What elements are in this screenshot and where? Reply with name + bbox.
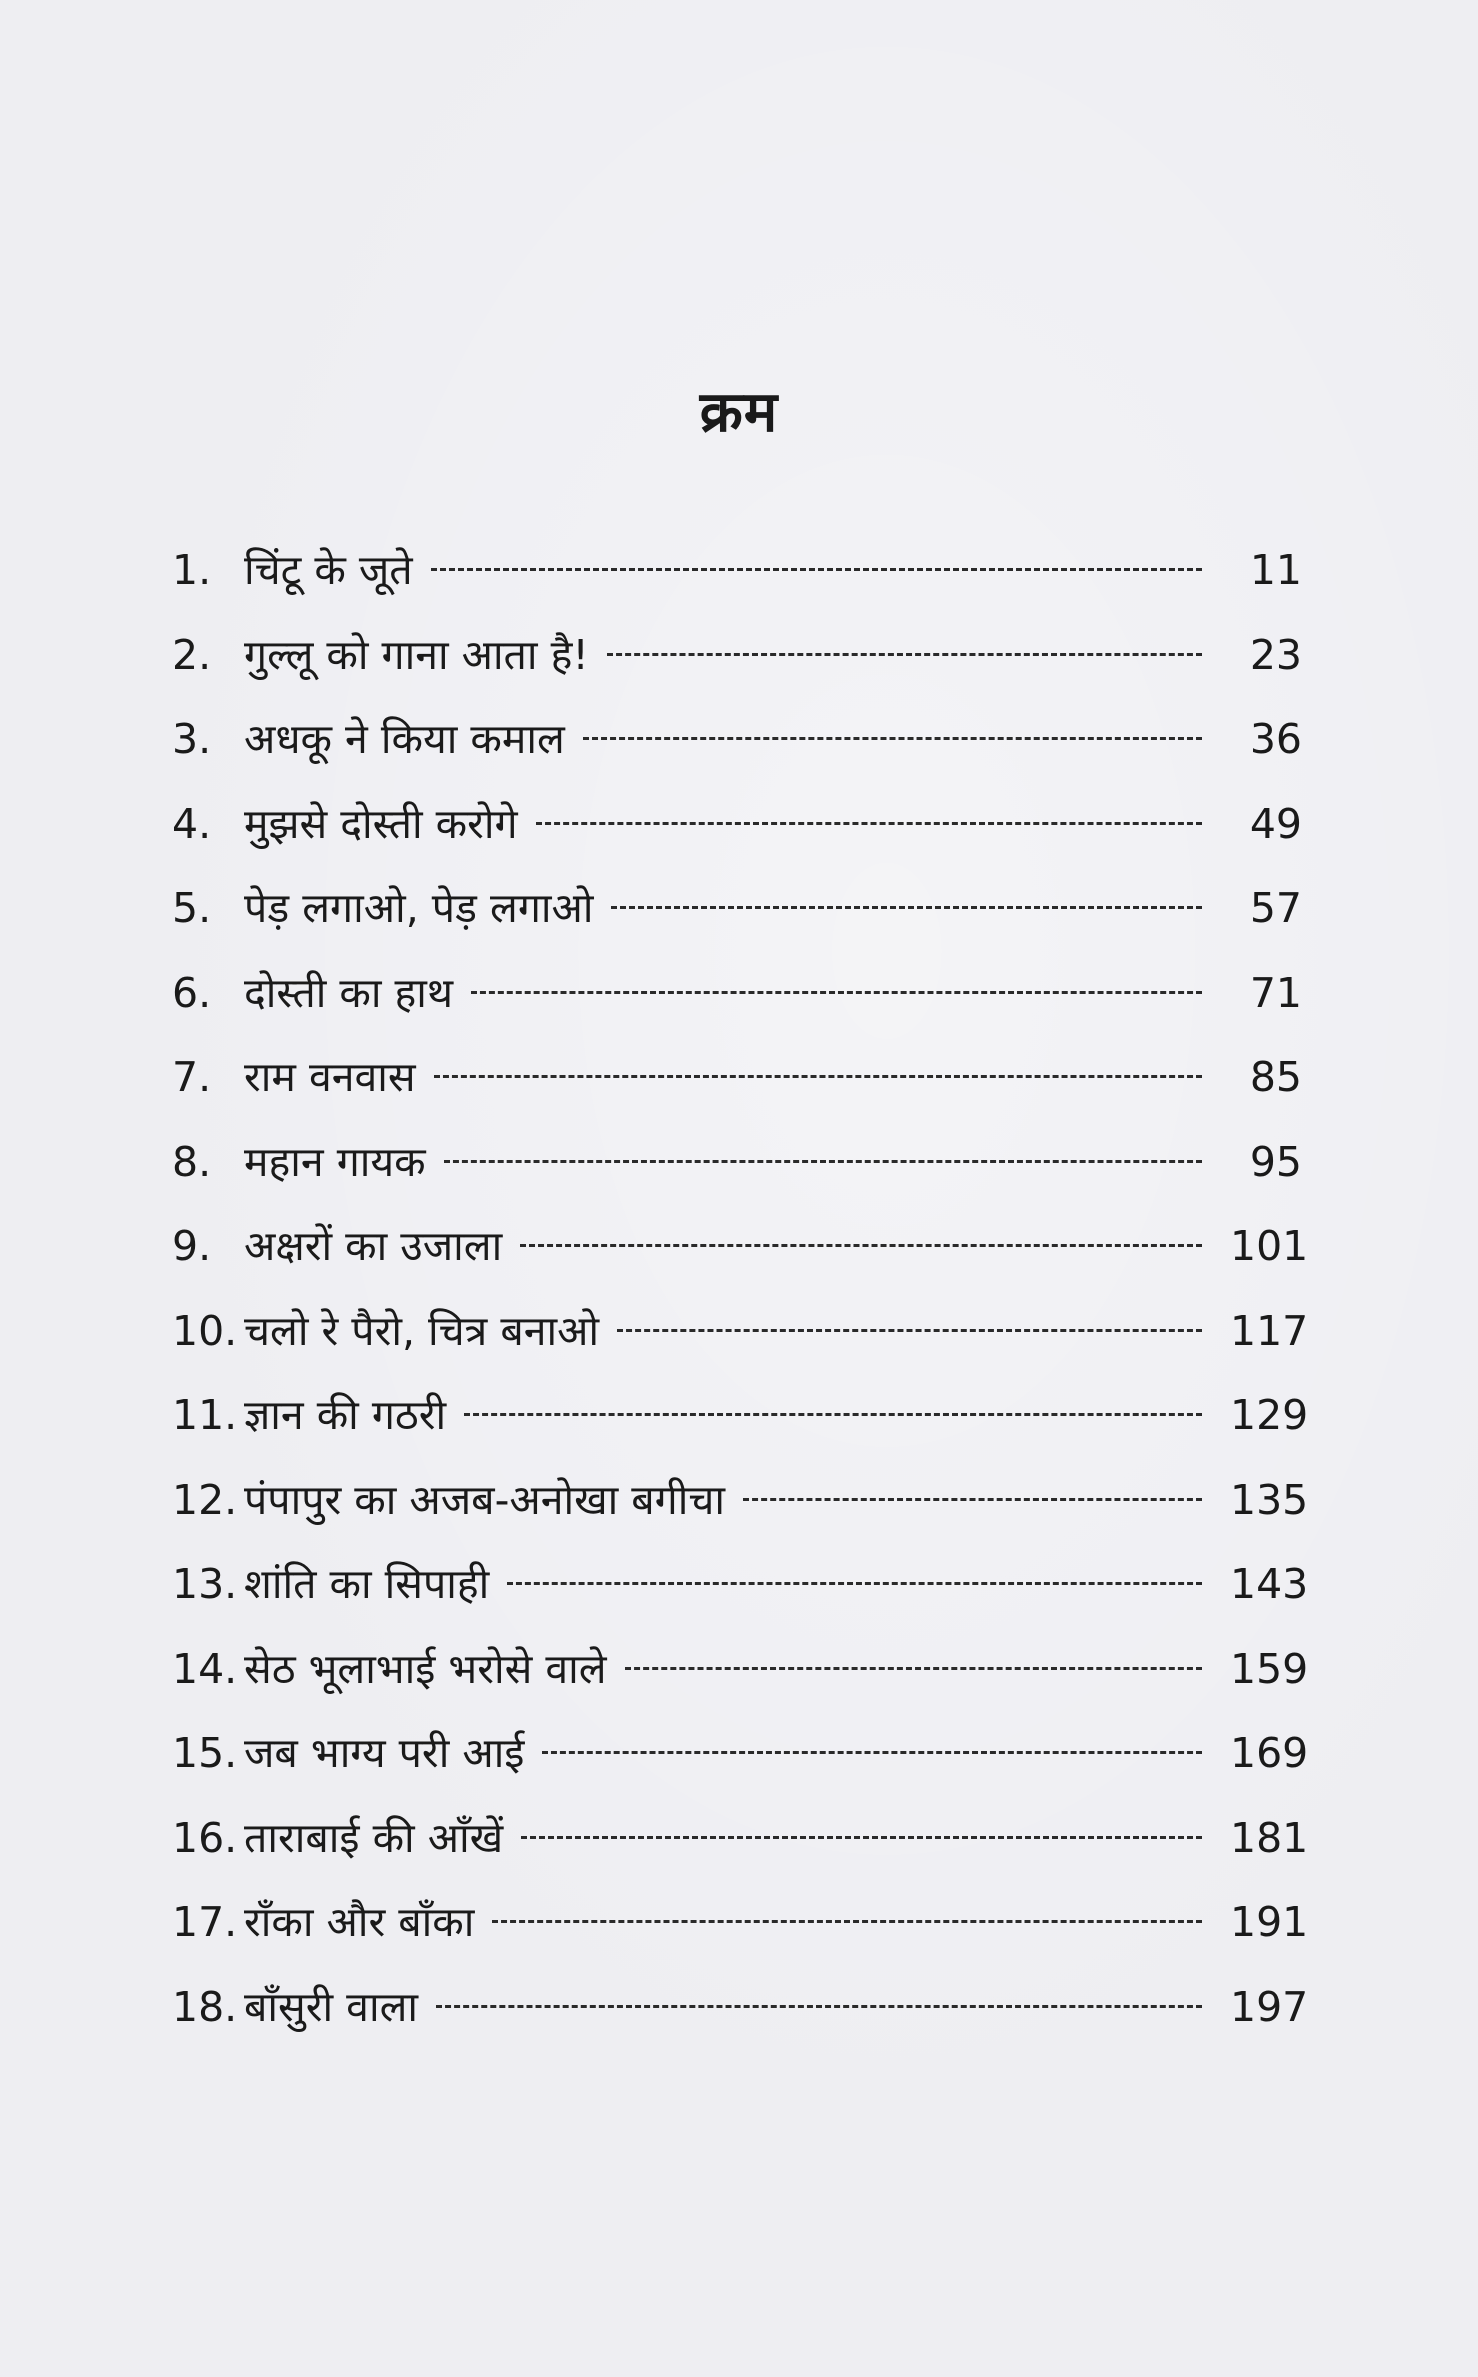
entry-number: 10. — [172, 1306, 238, 1355]
entry-page-number: 169 — [1230, 1729, 1309, 1777]
entry-page-number: 36 — [1249, 715, 1302, 763]
entry-number: 14. — [172, 1644, 238, 1693]
entry-title: पंपापुर का अजब-अनोखा बगीचा — [244, 1475, 726, 1524]
dotted-leader — [471, 991, 1202, 994]
entry-number: 17. — [172, 1898, 238, 1946]
dotted-leader — [583, 737, 1202, 740]
dotted-leader — [617, 1329, 1202, 1332]
toc-entry — [172, 1289, 1309, 1374]
toc-entry — [172, 951, 1302, 1036]
entry-number: 13. — [172, 1560, 238, 1608]
toc-entry — [172, 1542, 1309, 1627]
toc-entry — [172, 613, 1302, 698]
entry-page-number: 143 — [1230, 1560, 1309, 1608]
entry-page-number: 191 — [1230, 1898, 1309, 1946]
entry-number: 15. — [172, 1729, 238, 1777]
entry-page-number: 23 — [1249, 630, 1302, 679]
entry-title: चलो रे पैरो, चित्र बनाओ — [244, 1306, 600, 1355]
dotted-leader — [611, 906, 1202, 909]
entry-title: पेड़ लगाओ, पेड़ लगाओ — [244, 884, 594, 932]
toc-entry — [172, 1965, 1309, 2050]
entry-number: 16. — [172, 1813, 238, 1862]
toc-entry — [172, 1880, 1309, 1965]
page-title: क्रम — [699, 380, 779, 445]
entry-title: बाँसुरी वाला — [244, 1982, 418, 2031]
toc-entry — [172, 1373, 1309, 1458]
entry-page-number: 57 — [1249, 884, 1302, 932]
dotted-leader — [431, 568, 1202, 571]
entry-number: 4. — [172, 799, 212, 848]
entry-page-number: 71 — [1249, 968, 1302, 1017]
entry-number: 18. — [172, 1982, 238, 2031]
entry-number: 11. — [172, 1391, 238, 1439]
toc-entry — [172, 1711, 1309, 1796]
entry-page-number: 117 — [1230, 1306, 1309, 1355]
entry-title: मुझसे दोस्ती करोगे — [244, 799, 518, 848]
entry-number: 1. — [172, 546, 212, 594]
entry-page-number: 159 — [1230, 1644, 1309, 1693]
dotted-leader — [625, 1667, 1202, 1670]
entry-title: अक्षरों का उजाला — [244, 1222, 503, 1270]
dotted-leader — [434, 1075, 1202, 1078]
entry-title: शांति का सिपाही — [244, 1560, 490, 1608]
entry-title: जब भाग्य परी आई — [244, 1729, 525, 1777]
entry-number: 9. — [172, 1222, 212, 1270]
entry-number: 5. — [172, 884, 212, 932]
toc-entry — [172, 1796, 1309, 1881]
dotted-leader — [520, 1244, 1202, 1247]
entry-number: 7. — [172, 1053, 212, 1101]
entry-number: 8. — [172, 1137, 212, 1186]
entry-title: ज्ञान की गठरी — [244, 1391, 447, 1439]
entry-page-number: 85 — [1249, 1053, 1302, 1101]
toc-entry — [172, 528, 1302, 613]
entry-page-number: 135 — [1230, 1475, 1309, 1524]
dotted-leader — [607, 653, 1202, 656]
entry-number: 3. — [172, 715, 212, 763]
toc-entry — [172, 1458, 1309, 1543]
entry-page-number: 95 — [1249, 1137, 1302, 1186]
entry-title: गुल्लू को गाना आता है! — [244, 630, 589, 679]
toc-entry — [172, 782, 1302, 867]
toc-entry — [172, 866, 1302, 951]
dotted-leader — [743, 1498, 1202, 1501]
entry-title: राँका और बाँका — [244, 1898, 475, 1946]
entry-title: सेठ भूलाभाई भरोसे वाले — [244, 1644, 607, 1693]
dotted-leader — [536, 822, 1202, 825]
entry-title: महान गायक — [244, 1137, 426, 1186]
dotted-leader — [521, 1836, 1202, 1839]
entry-title: दोस्ती का हाथ — [244, 968, 454, 1017]
entry-page-number: 49 — [1249, 799, 1302, 848]
entry-number: 12. — [172, 1475, 238, 1524]
entry-page-number: 197 — [1230, 1982, 1309, 2031]
entry-page-number: 101 — [1230, 1222, 1309, 1270]
toc-entry — [172, 1035, 1302, 1120]
dotted-leader — [436, 2005, 1202, 2008]
dotted-leader — [492, 1920, 1202, 1923]
dotted-leader — [444, 1160, 1202, 1163]
entry-page-number: 129 — [1230, 1391, 1309, 1439]
dotted-leader — [507, 1582, 1202, 1585]
entry-title: चिंटू के जूते — [244, 546, 413, 594]
entry-title: ताराबाई की आँखें — [244, 1813, 504, 1862]
entry-page-number: 11 — [1249, 546, 1302, 594]
table-of-contents — [172, 528, 1309, 2049]
entry-number: 2. — [172, 630, 212, 679]
entry-number: 6. — [172, 968, 212, 1017]
entry-title: राम वनवास — [244, 1053, 416, 1101]
dotted-leader — [542, 1751, 1202, 1754]
dotted-leader — [464, 1413, 1202, 1416]
toc-entry — [172, 1627, 1309, 1712]
toc-entry — [172, 697, 1302, 782]
entry-page-number: 181 — [1230, 1813, 1309, 1862]
entry-title: अधकू ने किया कमाल — [244, 715, 565, 763]
toc-entry — [172, 1120, 1302, 1205]
toc-entry — [172, 1204, 1309, 1289]
